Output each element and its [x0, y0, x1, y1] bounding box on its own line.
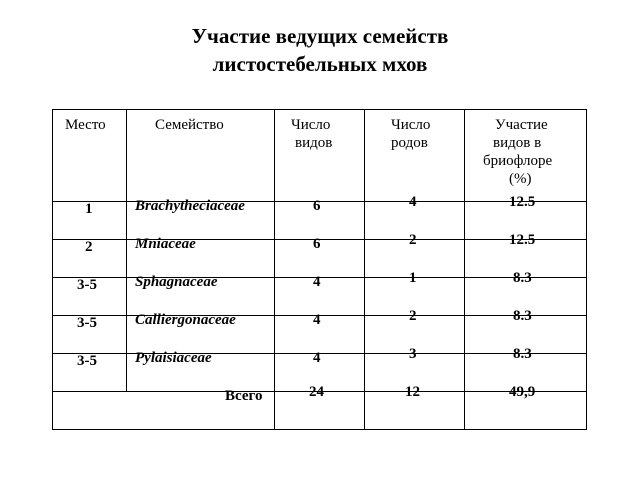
- genera-cell: 2: [409, 308, 417, 324]
- species-cell: 6: [313, 198, 321, 214]
- header-family: [127, 110, 275, 202]
- family-cell: Pylaisiaceae: [135, 350, 212, 366]
- header-family-label: Семейство: [155, 117, 224, 133]
- table-row: [53, 278, 587, 316]
- family-cell: Sphagnaceae: [135, 274, 218, 290]
- header-share-line4: (%): [509, 171, 532, 187]
- page-title-line-1: Участие ведущих семейств: [191, 24, 449, 48]
- species-cell: 6: [313, 236, 321, 252]
- genera-cell: 2: [409, 232, 417, 248]
- header-genera: [365, 110, 465, 202]
- family-cell: Calliergonaceae: [135, 312, 236, 328]
- total-row: [53, 392, 587, 430]
- place-cell: 3-5: [77, 353, 97, 369]
- header-species-line1: Число: [291, 117, 331, 133]
- total-label: Всего: [225, 388, 263, 404]
- species-cell: 4: [313, 312, 321, 328]
- place-cell: 2: [85, 239, 93, 255]
- header-species-line2: видов: [295, 135, 333, 151]
- header-share: [465, 110, 587, 202]
- total-genera: 12: [405, 384, 420, 400]
- header-share-line2: видов в: [493, 135, 542, 151]
- total-share: 49,9: [509, 384, 536, 400]
- share-cell: 8.3: [513, 270, 532, 286]
- genera-cell: 3: [409, 346, 417, 362]
- place-cell: 3-5: [77, 315, 97, 331]
- families-table: [52, 109, 587, 430]
- share-cell: 8.3: [513, 346, 532, 362]
- species-cell: 4: [313, 274, 321, 290]
- species-cell: 4: [313, 350, 321, 366]
- header-genera-line1: Число: [391, 117, 431, 133]
- header-place: [53, 110, 127, 202]
- place-cell: 1: [85, 201, 93, 217]
- table-row: [53, 240, 587, 278]
- family-cell: Brachytheciaceae: [135, 198, 245, 214]
- header-share-line1: Участие: [495, 117, 548, 133]
- table-row: [53, 202, 587, 240]
- table-row: [53, 316, 587, 354]
- header-species: [275, 110, 365, 202]
- share-cell: 12.5: [509, 194, 536, 210]
- share-cell: 8.3: [513, 308, 532, 324]
- header-place-label: Место: [65, 117, 106, 133]
- genera-cell: 1: [409, 270, 417, 286]
- genera-cell: 4: [409, 194, 417, 210]
- total-species: 24: [309, 384, 324, 400]
- header-genera-line2: родов: [391, 135, 428, 151]
- family-cell: Mniaceae: [135, 236, 196, 252]
- share-cell: 12.5: [509, 232, 536, 248]
- place-cell: 3-5: [77, 277, 97, 293]
- page-title-line-2: листостебельных мхов: [212, 52, 428, 76]
- header-share-line3: бриофлоре: [483, 153, 553, 169]
- header-row: [53, 110, 587, 202]
